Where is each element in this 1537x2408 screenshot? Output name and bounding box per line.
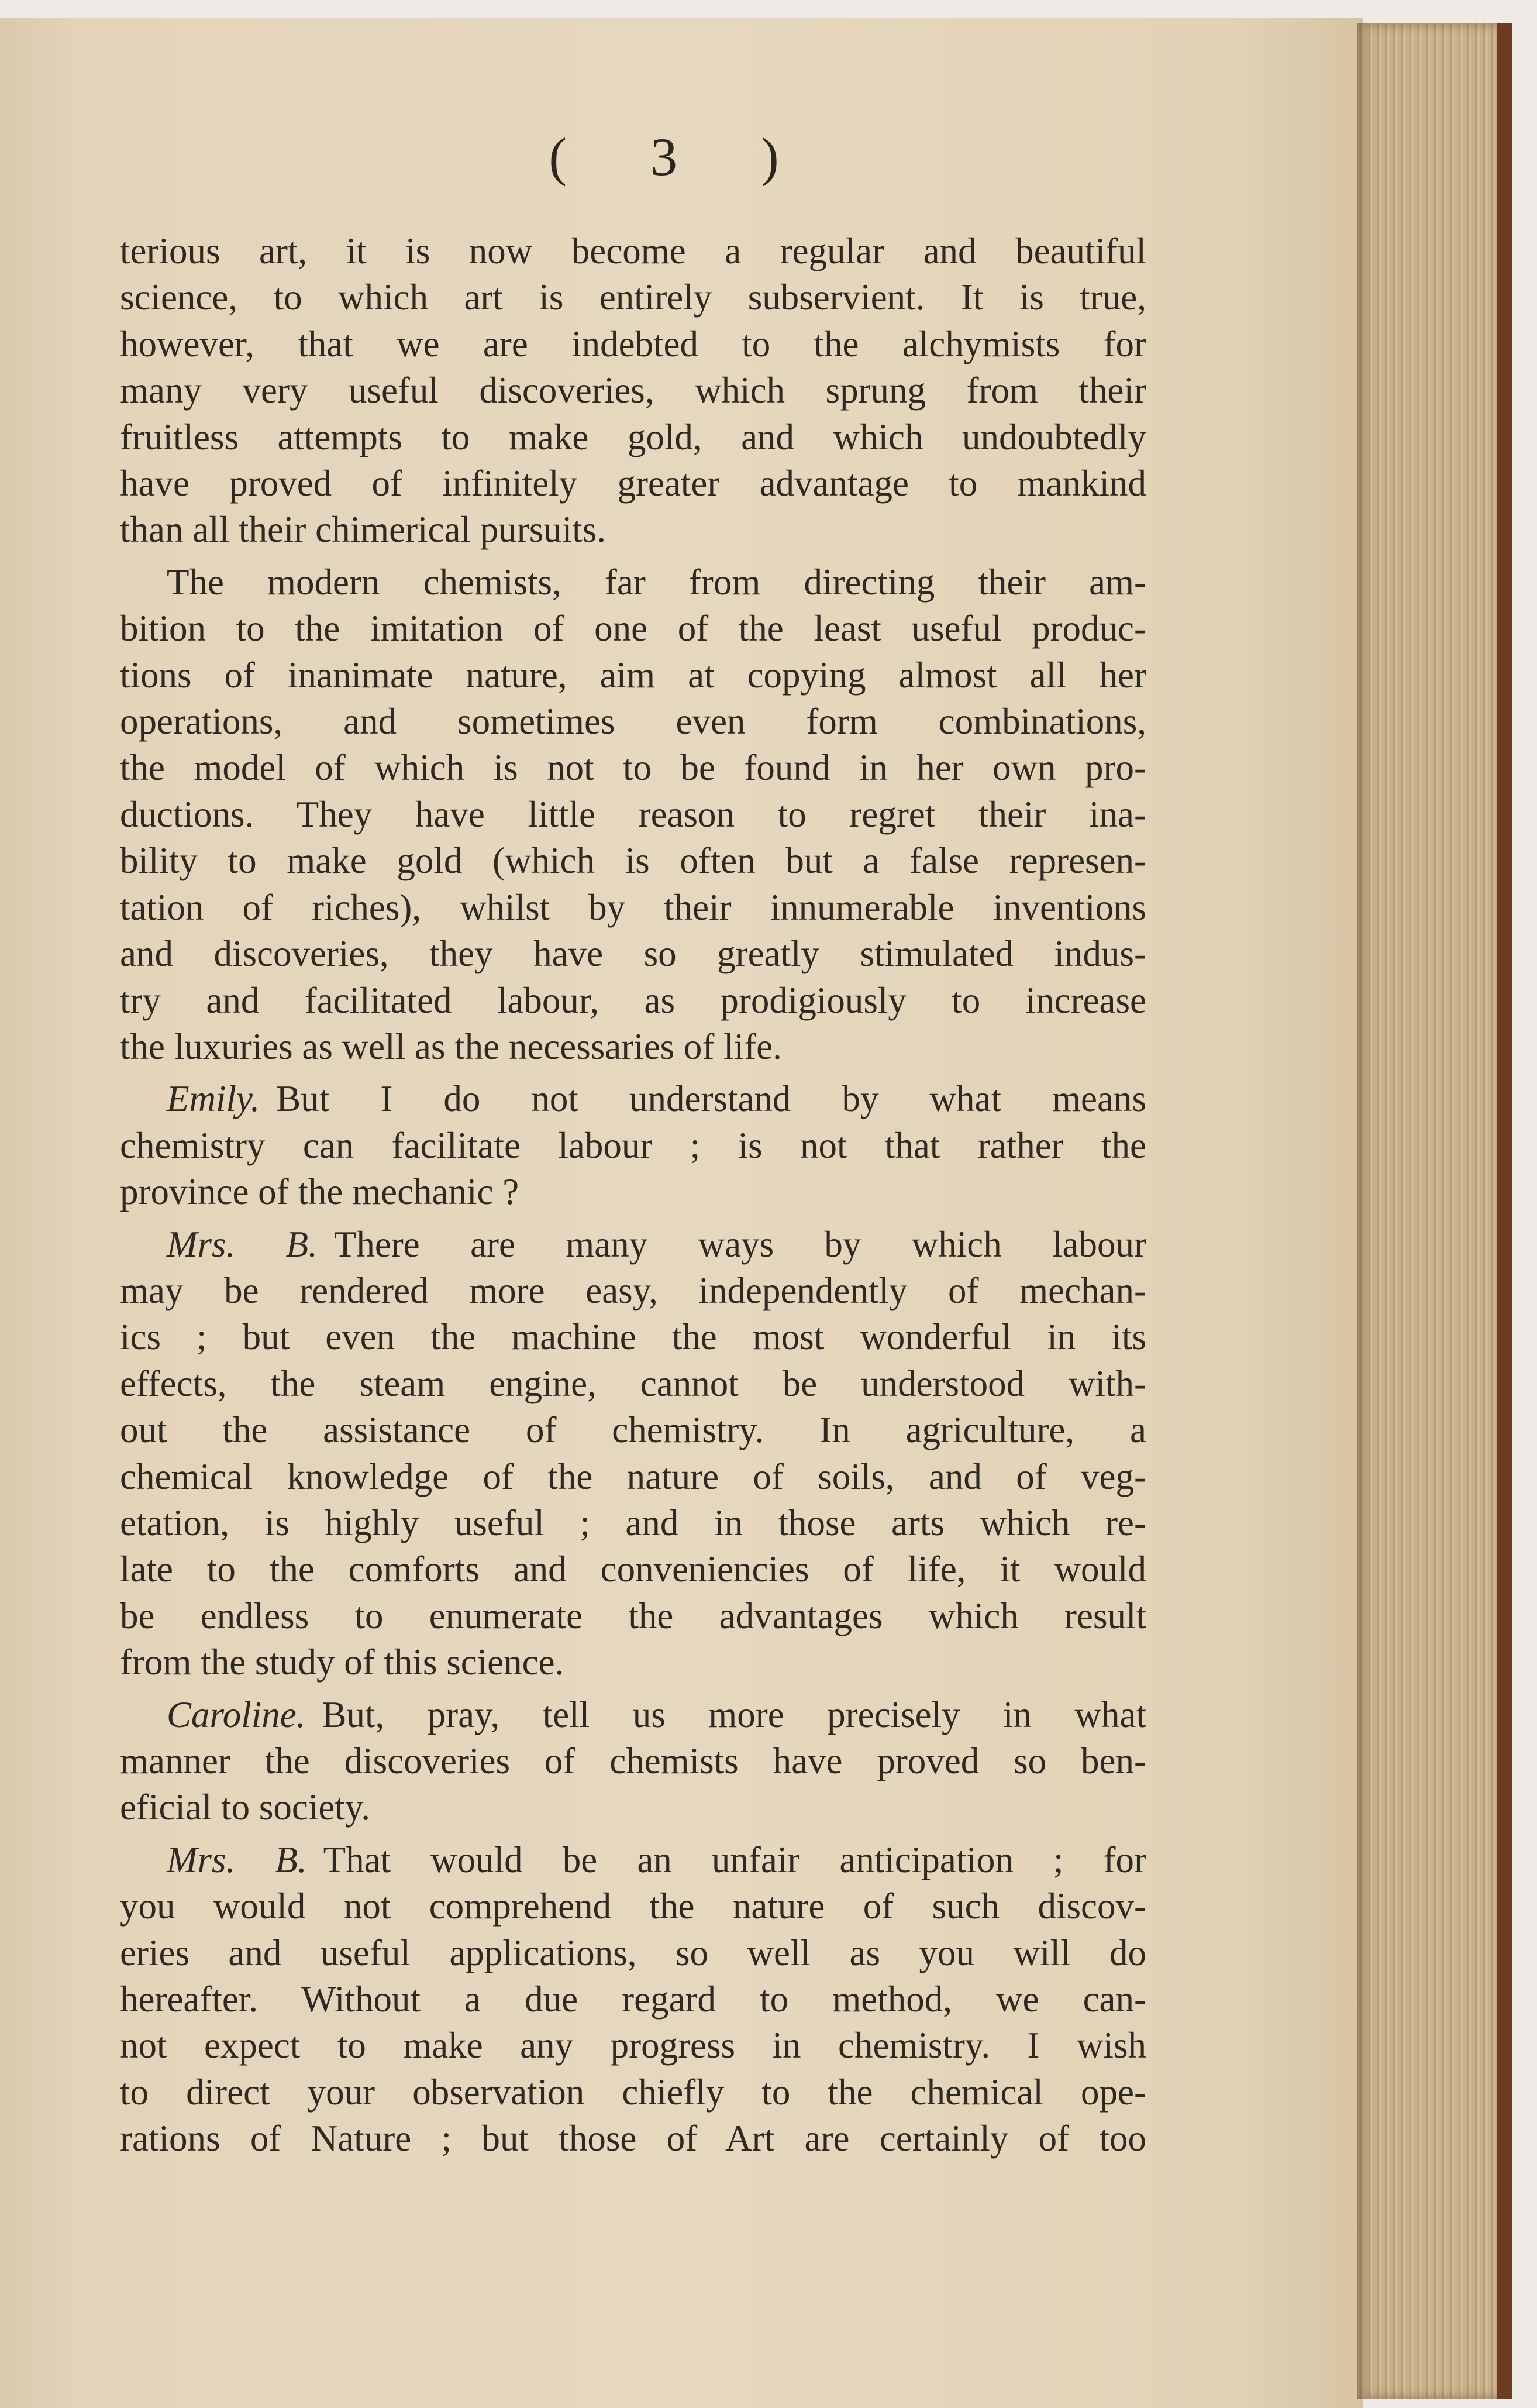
line-text: fruitless attempts to make gold, and which undoubtedly (120, 416, 1146, 457)
text-line (120, 1639, 1146, 1685)
line-text: tions of inanimate nature, aim at copying almost all her (120, 654, 1146, 696)
line-text: have proved of infinitely greater advantage to mankind (120, 463, 1146, 504)
text-line (120, 1454, 1146, 1500)
line-text: from the study of this science. (120, 1642, 564, 1683)
line-text: chemistry can facilitate labour ; is not that rather the (120, 1124, 1146, 1166)
line-text: try and facilitated labour, as prodigiously to increase (120, 979, 1146, 1021)
line-text: to direct your observation chiefly to the chemical ope- (120, 2071, 1146, 2113)
text-line (120, 885, 1146, 931)
line-text: tation of riches), whilst by their innumerable inventions (120, 886, 1146, 928)
line-text: may be rendered more easy, independently of mechan- (120, 1270, 1146, 1311)
paragraph (120, 1692, 1146, 1831)
speaker-name: Mrs. B. (167, 1839, 307, 1880)
body-text (120, 228, 1146, 2168)
line-text: however, that we are indebted to the alchymists for (120, 323, 1146, 364)
book-page-edges (1357, 23, 1512, 2399)
line-text: operations, and sometimes even form combinations, (120, 701, 1146, 742)
line-text: But I do not understand by what means (276, 1078, 1146, 1120)
line-text: There are many ways by which labour (333, 1223, 1146, 1265)
text-line (120, 1361, 1146, 1407)
line-text: science, to which art is entirely subservient. It is true, (120, 277, 1146, 318)
text-line (120, 367, 1146, 414)
text-line (120, 460, 1146, 507)
line-text: not expect to make any progress in chemistry. I wish (120, 2025, 1146, 2066)
text-line (120, 1268, 1146, 1314)
line-text: manner the discoveries of chemists have proved so ben- (120, 1740, 1146, 1781)
line-text: province of the mechanic ? (120, 1171, 519, 1213)
text-line (120, 1738, 1146, 1784)
text-line (120, 652, 1146, 699)
paragraph (120, 228, 1146, 553)
text-line (120, 1976, 1146, 2022)
line-text: eficial to society. (120, 1787, 370, 1828)
line-text: That would be an unfair anticipation ; for (323, 1839, 1146, 1880)
text-line (120, 978, 1146, 1024)
text-line (120, 1546, 1146, 1592)
speaker-name: Caroline. (167, 1694, 306, 1735)
text-line (120, 559, 1146, 606)
line-text: you would not comprehend the nature of such discov- (120, 1886, 1146, 1927)
line-text: be endless to enumerate the advantages which result (120, 1595, 1146, 1636)
text-line (120, 931, 1146, 977)
text-line (120, 2115, 1146, 2162)
text-line (120, 699, 1146, 745)
text-line (120, 745, 1146, 791)
line-text: bition to the imitation of one of the least useful produc- (120, 608, 1146, 649)
text-line (120, 414, 1146, 460)
line-text: eries and useful applications, so well as you will do (120, 1932, 1146, 1973)
text-line (120, 1407, 1146, 1453)
speaker-name: Mrs. B. (167, 1223, 318, 1265)
text-line (120, 1883, 1146, 1929)
text-line (120, 1837, 1146, 1883)
line-text: ductions. They have little reason to regret their ina- (120, 793, 1146, 835)
line-text: than all their chimerical pursuits. (120, 509, 606, 551)
line-text: The modern chemists, far from directing their am- (167, 561, 1146, 603)
text-line (120, 1784, 1146, 1831)
line-text: the luxuries as well as the necessaries of life. (120, 1026, 782, 1067)
text-line (120, 1123, 1146, 1169)
line-text: rations of Nature ; but those of Art are certainly of too (120, 2118, 1146, 2159)
text-line (120, 228, 1146, 274)
text-line (120, 1692, 1146, 1738)
line-text: effects, the steam engine, cannot be understood with- (120, 1363, 1146, 1404)
line-text: late to the comforts and conveniencies of life, it would (120, 1549, 1146, 1590)
line-text: But, pray, tell us more precisely in what (322, 1694, 1146, 1735)
line-text: chemical knowledge of the nature of soils, and of veg- (120, 1456, 1146, 1497)
text-line (120, 1314, 1146, 1360)
text-line (120, 1169, 1146, 1215)
line-text: ics ; but even the machine the most wonderful in its (120, 1316, 1146, 1358)
paragraph (120, 1222, 1146, 1686)
paragraph (120, 559, 1146, 1070)
line-text: terious art, it is now become a regular and beautiful (120, 231, 1146, 271)
line-text: out the assistance of chemistry. In agriculture, a (120, 1409, 1146, 1451)
text-line (120, 507, 1146, 553)
text-line (120, 1222, 1146, 1268)
text-line (120, 838, 1146, 884)
line-text: the model of which is not to be found in her own pro- (120, 747, 1146, 789)
text-line (120, 1024, 1146, 1070)
text-line (120, 1930, 1146, 1976)
page-number: ( 3 ) (549, 127, 814, 187)
text-line (120, 2022, 1146, 2069)
line-text: etation, is highly useful ; and in those arts which re- (120, 1502, 1146, 1543)
line-text: many very useful discoveries, which sprung from their (120, 370, 1146, 411)
text-line (120, 1076, 1146, 1122)
line-text: hereafter. Without a due regard to method, we can- (120, 1979, 1146, 2020)
paragraph (120, 1076, 1146, 1215)
text-line (120, 1500, 1146, 1546)
text-line (120, 792, 1146, 838)
text-line (120, 321, 1146, 367)
text-line (120, 274, 1146, 321)
text-line (120, 606, 1146, 652)
text-line (120, 2069, 1146, 2115)
text-line (120, 1593, 1146, 1639)
speaker-name: Emily. (167, 1078, 260, 1120)
paragraph (120, 1837, 1146, 2162)
line-text: and discoveries, they have so greatly stimulated indus- (120, 933, 1146, 975)
line-text: bility to make gold (which is often but a false represen- (120, 840, 1146, 882)
